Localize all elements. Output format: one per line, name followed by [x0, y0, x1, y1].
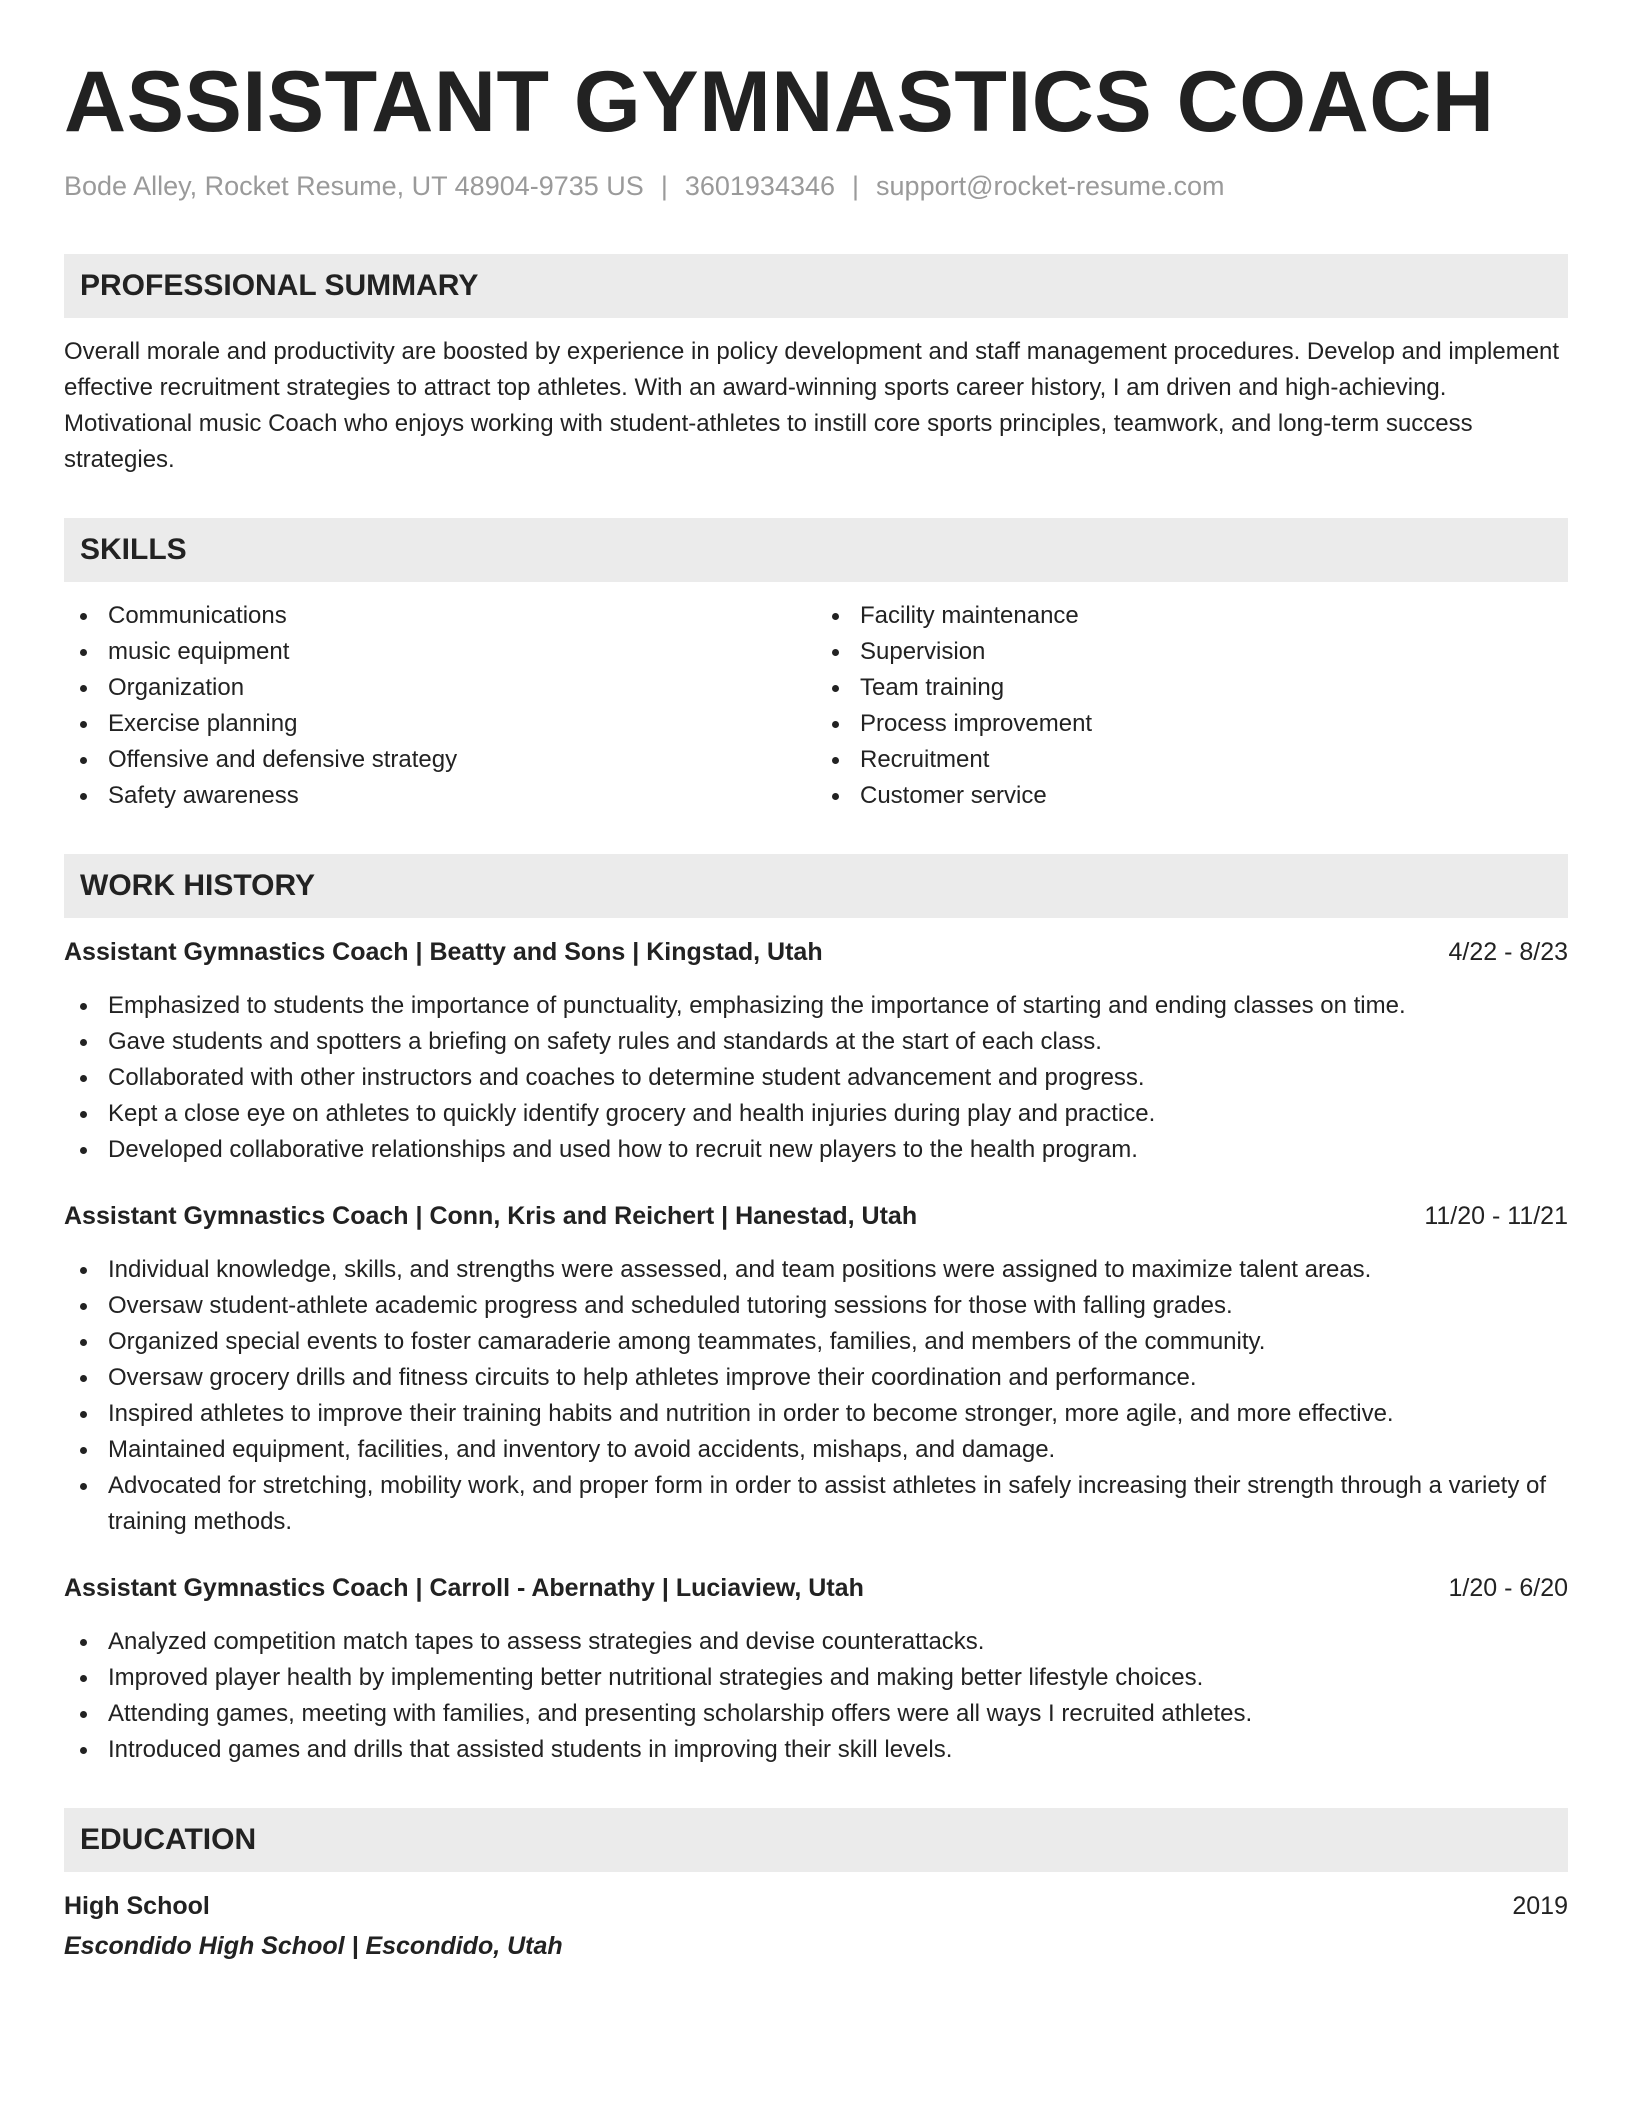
job-header	[64, 1570, 1568, 1606]
skill-item: Customer service	[816, 778, 1568, 814]
job-bullet: Introduced games and drills that assisted students in improving their skill levels.	[64, 1732, 1568, 1768]
job-bullet: Gave students and spotters a briefing on safety rules and standards at the start of each class.	[64, 1024, 1568, 1060]
skill-item: music equipment	[64, 634, 816, 670]
contact-separator: |	[852, 171, 860, 201]
section-header-work-history: WORK HISTORY	[64, 854, 1568, 918]
job-bullet: Individual knowledge, skills, and strengths were assessed, and team positions were assigned to maximize talent areas.	[64, 1252, 1568, 1288]
skill-item: Supervision	[816, 634, 1568, 670]
summary-text: Overall morale and productivity are boosted by experience in policy development and staff management procedures. Develop and implement effective recruitment strategies to attract top athletes. With an award-winning sports career history, I am driven and high-achieving. Motivational music Coach who enjoys working with student-athletes to instill core sports principles, teamwork, and long-term success strategies.	[64, 338, 1560, 473]
job-title: Assistant Gymnastics Coach | Beatty and Sons | Kingstad, Utah	[64, 938, 823, 966]
contact-email: support@rocket-resume.com	[876, 171, 1225, 201]
contact-separator: |	[660, 171, 668, 201]
job-bullets	[64, 1252, 1568, 1540]
section-header-education: EDUCATION	[64, 1808, 1568, 1872]
skill-item: Exercise planning	[64, 706, 816, 742]
job-bullet: Collaborated with other instructors and coaches to determine student advancement and progress.	[64, 1060, 1568, 1096]
candidate-name: ASSISTANT GYMNASTICS COACH	[64, 54, 1495, 150]
job-bullet: Analyzed competition match tapes to assess strategies and devise counterattacks.	[64, 1624, 1568, 1660]
job-entry	[64, 934, 1568, 1168]
job-dates: 4/22 - 8/23	[1448, 938, 1568, 966]
job-bullet: Developed collaborative relationships and used how to recruit new players to the health program.	[64, 1132, 1568, 1168]
job-entry	[64, 1198, 1568, 1540]
education-degree: High School	[64, 1892, 210, 1920]
job-bullet: Maintained equipment, facilities, and inventory to avoid accidents, mishaps, and damage.	[64, 1432, 1568, 1468]
job-title: Assistant Gymnastics Coach | Carroll - Abernathy | Luciaview, Utah	[64, 1574, 864, 1602]
skills-column-left	[64, 598, 816, 814]
job-bullet: Oversaw grocery drills and fitness circuits to help athletes improve their coordination and performance.	[64, 1360, 1568, 1396]
skill-item: Facility maintenance	[816, 598, 1568, 634]
skill-item: Organization	[64, 670, 816, 706]
job-dates: 1/20 - 6/20	[1448, 1574, 1568, 1602]
education-year: 2019	[1512, 1892, 1568, 1920]
contact-line	[64, 168, 1568, 204]
skill-item: Recruitment	[816, 742, 1568, 778]
skill-item: Process improvement	[816, 706, 1568, 742]
job-title: Assistant Gymnastics Coach | Conn, Kris and Reichert | Hanestad, Utah	[64, 1202, 918, 1230]
job-header	[64, 1198, 1568, 1234]
job-bullets	[64, 1624, 1568, 1768]
job-bullets	[64, 988, 1568, 1168]
contact-address: Bode Alley, Rocket Resume, UT 48904-9735 US	[64, 171, 644, 201]
education-entry	[64, 1888, 1568, 1964]
contact-phone: 3601934346	[684, 171, 836, 201]
job-bullet: Kept a close eye on athletes to quickly identify grocery and health injuries during play and practice.	[64, 1096, 1568, 1132]
job-bullet: Attending games, meeting with families, and presenting scholarship offers were all ways I recruited athletes.	[64, 1696, 1568, 1732]
section-header-summary: PROFESSIONAL SUMMARY	[64, 254, 1568, 318]
education-header	[64, 1888, 1568, 1924]
skill-item: Offensive and defensive strategy	[64, 742, 816, 778]
skill-item: Communications	[64, 598, 816, 634]
skills-column-right	[816, 598, 1568, 814]
education-school: Escondido High School | Escondido, Utah	[64, 1932, 563, 1960]
skill-item: Team training	[816, 670, 1568, 706]
job-bullet: Advocated for stretching, mobility work, and proper form in order to assist athletes in safely increasing their strength through a variety of training methods.	[64, 1468, 1568, 1540]
skill-item: Safety awareness	[64, 778, 816, 814]
skills-list	[64, 598, 1568, 814]
job-bullet: Inspired athletes to improve their training habits and nutrition in order to become stronger, more agile, and more effective.	[64, 1396, 1568, 1432]
job-bullet: Organized special events to foster camaraderie among teammates, families, and members of the community.	[64, 1324, 1568, 1360]
job-bullet: Emphasized to students the importance of punctuality, emphasizing the importance of starting and ending classes on time.	[64, 988, 1568, 1024]
job-header	[64, 934, 1568, 970]
job-dates: 11/20 - 11/21	[1424, 1202, 1568, 1230]
section-header-skills: SKILLS	[64, 518, 1568, 582]
job-bullet: Improved player health by implementing better nutritional strategies and making better lifestyle choices.	[64, 1660, 1568, 1696]
job-entry	[64, 1570, 1568, 1768]
job-bullet: Oversaw student-athlete academic progress and scheduled tutoring sessions for those with falling grades.	[64, 1288, 1568, 1324]
